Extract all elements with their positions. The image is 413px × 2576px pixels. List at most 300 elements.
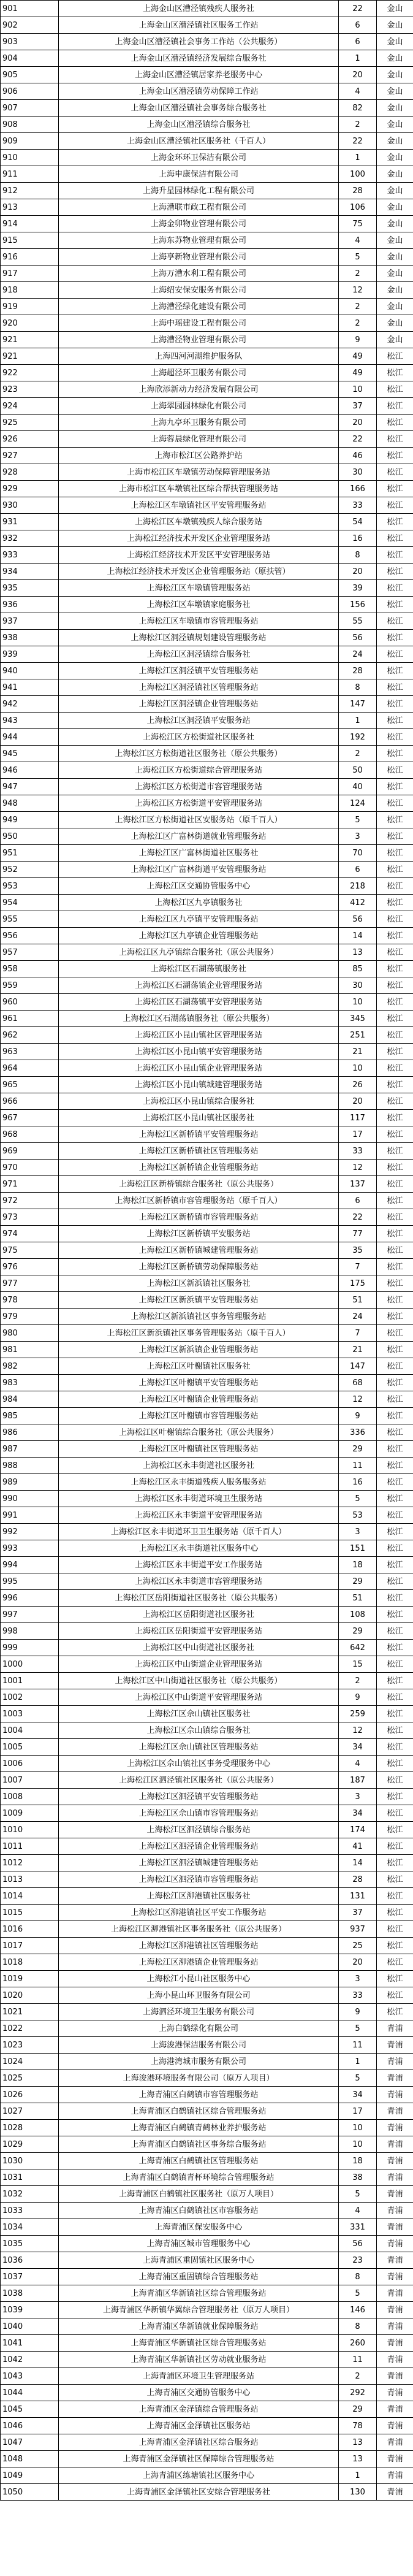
district-name-cell[interactable]: 松江 (377, 944, 413, 961)
row-number-cell[interactable]: 969 (1, 1143, 59, 1160)
row-number-cell[interactable]: 918 (1, 282, 59, 299)
organization-name-cell[interactable]: 上海浚港保洁服务有限公司 (59, 2037, 339, 2054)
headcount-cell[interactable]: 56 (339, 911, 377, 928)
organization-name-cell[interactable]: 上海漕泾物业管理有限公司 (59, 332, 339, 348)
headcount-cell[interactable]: 17 (339, 2103, 377, 2120)
organization-name-cell[interactable]: 上海青浦区金泽镇社区保障综合管理服务站 (59, 2451, 339, 2467)
row-number-cell[interactable]: 991 (1, 1507, 59, 1524)
row-number-cell[interactable]: 940 (1, 663, 59, 679)
headcount-cell[interactable]: 20 (339, 67, 377, 83)
row-number-cell[interactable]: 1011 (1, 1838, 59, 1855)
organization-name-cell[interactable]: 上海松江区广富林街道社区服务社 (59, 845, 339, 862)
headcount-cell[interactable]: 12 (339, 282, 377, 299)
organization-name-cell[interactable]: 上海青浦区白鹤镇社区事务综合服务站 (59, 2136, 339, 2153)
district-name-cell[interactable]: 松江 (377, 1689, 413, 1706)
organization-name-cell[interactable]: 上海松江区中山街道社区服务社（原公共服务） (59, 1673, 339, 1689)
headcount-cell[interactable]: 146 (339, 2302, 377, 2318)
row-number-cell[interactable]: 972 (1, 1193, 59, 1209)
headcount-cell[interactable]: 8 (339, 679, 377, 696)
row-number-cell[interactable]: 1024 (1, 2054, 59, 2070)
organization-name-cell[interactable]: 上海市松江区车墩镇社区综合帮扶管理服务站 (59, 481, 339, 497)
row-number-cell[interactable]: 934 (1, 564, 59, 580)
district-name-cell[interactable]: 松江 (377, 2004, 413, 2020)
organization-name-cell[interactable]: 上海青浦区白鹤镇社区管理服务站 (59, 2153, 339, 2169)
row-number-cell[interactable]: 942 (1, 696, 59, 713)
row-number-cell[interactable]: 996 (1, 1590, 59, 1607)
row-number-cell[interactable]: 923 (1, 381, 59, 398)
organization-name-cell[interactable]: 上海松江区永丰街道平安工作服务站 (59, 1557, 339, 1573)
row-number-cell[interactable]: 1017 (1, 1938, 59, 1954)
organization-name-cell[interactable]: 上海金山区漕泾镇居家养老服务中心 (59, 67, 339, 83)
row-number-cell[interactable]: 1019 (1, 1971, 59, 1987)
district-name-cell[interactable]: 青浦 (377, 2037, 413, 2054)
headcount-cell[interactable]: 642 (339, 1640, 377, 1656)
organization-name-cell[interactable]: 上海松江区车墩镇家庭服务社 (59, 597, 339, 613)
row-number-cell[interactable]: 980 (1, 1325, 59, 1342)
district-name-cell[interactable]: 青浦 (377, 2236, 413, 2252)
organization-name-cell[interactable]: 上海松江区泖港镇社区平安工作服务站 (59, 1905, 339, 1921)
headcount-cell[interactable]: 156 (339, 597, 377, 613)
organization-name-cell[interactable]: 上海松江区石湖荡镇平安管理服务站 (59, 994, 339, 1011)
organization-name-cell[interactable]: 上海松江区新浜镇社区事务管理服务站 (59, 1309, 339, 1325)
organization-name-cell[interactable]: 上海中瑶建设工程有限公司 (59, 315, 339, 332)
district-name-cell[interactable]: 松江 (377, 746, 413, 762)
district-name-cell[interactable]: 青浦 (377, 2418, 413, 2434)
headcount-cell[interactable]: 218 (339, 878, 377, 895)
organization-name-cell[interactable]: 上海青浦区白鹤镇市容管理服务站 (59, 2087, 339, 2103)
headcount-cell[interactable]: 46 (339, 448, 377, 464)
organization-name-cell[interactable]: 上海松江区车墩镇市容管理服务站 (59, 613, 339, 630)
headcount-cell[interactable]: 34 (339, 2087, 377, 2103)
organization-name-cell[interactable]: 上海松江区中山街道企业管理服务站 (59, 1656, 339, 1673)
headcount-cell[interactable]: 1 (339, 50, 377, 67)
organization-name-cell[interactable]: 上海白鹤绿化有限公司 (59, 2020, 339, 2037)
district-name-cell[interactable]: 松江 (377, 1987, 413, 2004)
row-number-cell[interactable]: 1039 (1, 2302, 59, 2318)
headcount-cell[interactable]: 260 (339, 2335, 377, 2352)
row-number-cell[interactable]: 911 (1, 166, 59, 183)
district-name-cell[interactable]: 松江 (377, 1607, 413, 1623)
headcount-cell[interactable]: 51 (339, 1292, 377, 1309)
district-name-cell[interactable]: 松江 (377, 398, 413, 415)
district-name-cell[interactable]: 金山 (377, 50, 413, 67)
district-name-cell[interactable]: 青浦 (377, 2434, 413, 2451)
row-number-cell[interactable]: 1026 (1, 2087, 59, 2103)
row-number-cell[interactable]: 978 (1, 1292, 59, 1309)
district-name-cell[interactable]: 松江 (377, 381, 413, 398)
row-number-cell[interactable]: 973 (1, 1209, 59, 1226)
headcount-cell[interactable]: 108 (339, 1607, 377, 1623)
organization-name-cell[interactable]: 上海松江经济技术开发区平安管理服务站 (59, 547, 339, 564)
headcount-cell[interactable]: 4 (339, 83, 377, 100)
headcount-cell[interactable]: 151 (339, 1540, 377, 1557)
district-name-cell[interactable]: 松江 (377, 1143, 413, 1160)
row-number-cell[interactable]: 1015 (1, 1905, 59, 1921)
row-number-cell[interactable]: 986 (1, 1424, 59, 1441)
headcount-cell[interactable]: 345 (339, 1011, 377, 1027)
district-name-cell[interactable]: 松江 (377, 994, 413, 1011)
district-name-cell[interactable]: 松江 (377, 448, 413, 464)
organization-name-cell[interactable]: 上海享新物业管理有限公司 (59, 249, 339, 266)
district-name-cell[interactable]: 松江 (377, 646, 413, 663)
headcount-cell[interactable]: 10 (339, 2136, 377, 2153)
headcount-cell[interactable]: 12 (339, 1722, 377, 1739)
row-number-cell[interactable]: 971 (1, 1176, 59, 1193)
row-number-cell[interactable]: 1005 (1, 1739, 59, 1756)
row-number-cell[interactable]: 970 (1, 1160, 59, 1176)
row-number-cell[interactable]: 909 (1, 133, 59, 150)
row-number-cell[interactable]: 904 (1, 50, 59, 67)
organization-name-cell[interactable]: 上海松江区新桥镇社区管理服务站 (59, 1143, 339, 1160)
headcount-cell[interactable]: 20 (339, 1954, 377, 1971)
headcount-cell[interactable]: 8 (339, 2318, 377, 2335)
district-name-cell[interactable]: 金山 (377, 150, 413, 166)
district-name-cell[interactable]: 青浦 (377, 2401, 413, 2418)
district-name-cell[interactable]: 松江 (377, 1739, 413, 1756)
organization-name-cell[interactable]: 上海青浦区金泽镇社区服务站 (59, 2418, 339, 2434)
organization-name-cell[interactable]: 上海松江区泗泾镇平安管理服务站 (59, 1789, 339, 1805)
organization-name-cell[interactable]: 上海松江区永丰街道残疾人服务服务站 (59, 1474, 339, 1491)
district-name-cell[interactable]: 松江 (377, 1722, 413, 1739)
headcount-cell[interactable]: 29 (339, 1573, 377, 1590)
district-name-cell[interactable]: 松江 (377, 1093, 413, 1110)
row-number-cell[interactable]: 999 (1, 1640, 59, 1656)
district-name-cell[interactable]: 松江 (377, 1656, 413, 1673)
organization-name-cell[interactable]: 上海松江区车墩镇残疾人综合服务站 (59, 514, 339, 530)
row-number-cell[interactable]: 1034 (1, 2219, 59, 2236)
headcount-cell[interactable]: 5 (339, 2020, 377, 2037)
headcount-cell[interactable]: 56 (339, 2236, 377, 2252)
district-name-cell[interactable]: 松江 (377, 415, 413, 431)
row-number-cell[interactable]: 1028 (1, 2120, 59, 2136)
organization-name-cell[interactable]: 上海青浦区练塘镇社区服务中心 (59, 2467, 339, 2484)
row-number-cell[interactable]: 1031 (1, 2169, 59, 2186)
row-number-cell[interactable]: 955 (1, 911, 59, 928)
district-name-cell[interactable]: 金山 (377, 216, 413, 232)
district-name-cell[interactable]: 金山 (377, 166, 413, 183)
headcount-cell[interactable]: 130 (339, 2484, 377, 2501)
organization-name-cell[interactable]: 上海申康保洁有限公司 (59, 166, 339, 183)
headcount-cell[interactable]: 30 (339, 464, 377, 481)
headcount-cell[interactable]: 5 (339, 249, 377, 266)
district-name-cell[interactable]: 金山 (377, 133, 413, 150)
district-name-cell[interactable]: 青浦 (377, 2219, 413, 2236)
district-name-cell[interactable]: 松江 (377, 1060, 413, 1077)
district-name-cell[interactable]: 松江 (377, 1044, 413, 1060)
district-name-cell[interactable]: 金山 (377, 232, 413, 249)
district-name-cell[interactable]: 金山 (377, 183, 413, 199)
organization-name-cell[interactable]: 上海松江区新桥镇城建管理服务站 (59, 1242, 339, 1259)
headcount-cell[interactable]: 412 (339, 895, 377, 911)
row-number-cell[interactable]: 1045 (1, 2401, 59, 2418)
headcount-cell[interactable]: 131 (339, 1888, 377, 1905)
row-number-cell[interactable]: 913 (1, 199, 59, 216)
organization-name-cell[interactable]: 上海松江区洞泾镇规划建设管理服务站 (59, 630, 339, 646)
organization-name-cell[interactable]: 上海松江区永丰街道市容管理服务站 (59, 1573, 339, 1590)
district-name-cell[interactable]: 松江 (377, 1524, 413, 1540)
district-name-cell[interactable]: 松江 (377, 878, 413, 895)
district-name-cell[interactable]: 松江 (377, 1557, 413, 1573)
district-name-cell[interactable]: 青浦 (377, 2169, 413, 2186)
row-number-cell[interactable]: 998 (1, 1623, 59, 1640)
row-number-cell[interactable]: 1030 (1, 2153, 59, 2169)
district-name-cell[interactable]: 松江 (377, 713, 413, 729)
organization-name-cell[interactable]: 上海松江经济技术开发区企业管理服务站 (59, 530, 339, 547)
district-name-cell[interactable]: 松江 (377, 564, 413, 580)
organization-name-cell[interactable]: 上海绍安保安服务有限公司 (59, 282, 339, 299)
district-name-cell[interactable]: 松江 (377, 1838, 413, 1855)
headcount-cell[interactable]: 14 (339, 1855, 377, 1871)
row-number-cell[interactable]: 1050 (1, 2484, 59, 2501)
district-name-cell[interactable]: 松江 (377, 1209, 413, 1226)
headcount-cell[interactable]: 13 (339, 2451, 377, 2467)
district-name-cell[interactable]: 松江 (377, 1391, 413, 1408)
row-number-cell[interactable]: 937 (1, 613, 59, 630)
headcount-cell[interactable]: 10 (339, 2120, 377, 2136)
headcount-cell[interactable]: 29 (339, 1441, 377, 1458)
headcount-cell[interactable]: 147 (339, 696, 377, 713)
organization-name-cell[interactable]: 上海松江区佘山镇综合服务社 (59, 1722, 339, 1739)
organization-name-cell[interactable]: 上海松江区新浜镇社区服务社 (59, 1275, 339, 1292)
row-number-cell[interactable]: 982 (1, 1358, 59, 1375)
organization-name-cell[interactable]: 上海青浦区华新镇社区综合管理服务站 (59, 2335, 339, 2352)
organization-name-cell[interactable]: 上海泗泾环境卫生服务有限公司 (59, 2004, 339, 2020)
organization-name-cell[interactable]: 上海金山区漕泾镇综合服务社 (59, 117, 339, 133)
district-name-cell[interactable]: 松江 (377, 464, 413, 481)
headcount-cell[interactable]: 1 (339, 713, 377, 729)
row-number-cell[interactable]: 1008 (1, 1789, 59, 1805)
headcount-cell[interactable]: 2 (339, 1673, 377, 1689)
district-name-cell[interactable]: 松江 (377, 613, 413, 630)
organization-name-cell[interactable]: 上海松江区车墩镇管理服务站 (59, 580, 339, 597)
organization-name-cell[interactable]: 上海翠园园林绿化有限公司 (59, 398, 339, 415)
row-number-cell[interactable]: 1032 (1, 2186, 59, 2203)
row-number-cell[interactable]: 961 (1, 1011, 59, 1027)
headcount-cell[interactable]: 38 (339, 2169, 377, 2186)
headcount-cell[interactable]: 3 (339, 1524, 377, 1540)
district-name-cell[interactable]: 松江 (377, 1193, 413, 1209)
row-number-cell[interactable]: 965 (1, 1077, 59, 1093)
district-name-cell[interactable]: 金山 (377, 315, 413, 332)
district-name-cell[interactable]: 金山 (377, 332, 413, 348)
district-name-cell[interactable]: 金山 (377, 282, 413, 299)
organization-name-cell[interactable]: 上海松江区新桥镇综合服务社（原公共服务） (59, 1176, 339, 1193)
row-number-cell[interactable]: 967 (1, 1110, 59, 1126)
row-number-cell[interactable]: 983 (1, 1375, 59, 1391)
row-number-cell[interactable]: 1000 (1, 1656, 59, 1673)
headcount-cell[interactable]: 39 (339, 580, 377, 597)
headcount-cell[interactable]: 24 (339, 1309, 377, 1325)
district-name-cell[interactable]: 松江 (377, 1954, 413, 1971)
district-name-cell[interactable]: 松江 (377, 1905, 413, 1921)
headcount-cell[interactable]: 17 (339, 1126, 377, 1143)
district-name-cell[interactable]: 青浦 (377, 2285, 413, 2302)
district-name-cell[interactable]: 青浦 (377, 2070, 413, 2087)
district-name-cell[interactable]: 松江 (377, 1458, 413, 1474)
district-name-cell[interactable]: 金山 (377, 34, 413, 50)
district-name-cell[interactable]: 松江 (377, 1342, 413, 1358)
organization-name-cell[interactable]: 上海松江区永丰街道平安管理服务站 (59, 1507, 339, 1524)
headcount-cell[interactable]: 331 (339, 2219, 377, 2236)
organization-name-cell[interactable]: 上海松江区佘山镇社区管理服务站 (59, 1739, 339, 1756)
headcount-cell[interactable]: 85 (339, 961, 377, 977)
row-number-cell[interactable]: 1046 (1, 2418, 59, 2434)
district-name-cell[interactable]: 松江 (377, 1921, 413, 1938)
row-number-cell[interactable]: 1021 (1, 2004, 59, 2020)
organization-name-cell[interactable]: 上海金环环卫保洁有限公司 (59, 150, 339, 166)
row-number-cell[interactable]: 948 (1, 795, 59, 812)
headcount-cell[interactable]: 22 (339, 133, 377, 150)
headcount-cell[interactable]: 37 (339, 398, 377, 415)
organization-name-cell[interactable]: 上海青浦区白鹤镇社区综合管理服务站 (59, 2103, 339, 2120)
organization-name-cell[interactable]: 上海松江区新浜镇社区事务管理服务站（原千百人） (59, 1325, 339, 1342)
headcount-cell[interactable]: 1 (339, 2054, 377, 2070)
district-name-cell[interactable]: 金山 (377, 266, 413, 282)
district-name-cell[interactable]: 松江 (377, 1822, 413, 1838)
headcount-cell[interactable]: 78 (339, 2418, 377, 2434)
organization-name-cell[interactable]: 上海松江区泗泾镇企业管理服务站 (59, 1838, 339, 1855)
district-name-cell[interactable]: 松江 (377, 762, 413, 779)
district-name-cell[interactable]: 松江 (377, 497, 413, 514)
headcount-cell[interactable]: 6 (339, 34, 377, 50)
row-number-cell[interactable]: 921 (1, 348, 59, 365)
headcount-cell[interactable]: 82 (339, 100, 377, 117)
row-number-cell[interactable]: 959 (1, 977, 59, 994)
row-number-cell[interactable]: 997 (1, 1607, 59, 1623)
district-name-cell[interactable]: 松江 (377, 1507, 413, 1524)
row-number-cell[interactable]: 919 (1, 299, 59, 315)
organization-name-cell[interactable]: 上海松江区永丰街道环卫卫生服务站（原千百人） (59, 1524, 339, 1540)
headcount-cell[interactable]: 30 (339, 977, 377, 994)
row-number-cell[interactable]: 943 (1, 713, 59, 729)
organization-name-cell[interactable]: 上海松江区洞泾镇平安服务站 (59, 713, 339, 729)
organization-name-cell[interactable]: 上海松江区石湖荡镇服务社 (59, 961, 339, 977)
row-number-cell[interactable]: 1020 (1, 1987, 59, 2004)
headcount-cell[interactable]: 16 (339, 1474, 377, 1491)
row-number-cell[interactable]: 1013 (1, 1871, 59, 1888)
headcount-cell[interactable]: 41 (339, 1838, 377, 1855)
organization-name-cell[interactable]: 上海松江区岳阳街道社区服务社（原公共服务） (59, 1590, 339, 1607)
headcount-cell[interactable]: 75 (339, 216, 377, 232)
headcount-cell[interactable]: 2 (339, 266, 377, 282)
row-number-cell[interactable]: 1010 (1, 1822, 59, 1838)
organization-name-cell[interactable]: 上海青浦区重固镇社区服务中心 (59, 2252, 339, 2269)
district-name-cell[interactable]: 松江 (377, 530, 413, 547)
organization-name-cell[interactable]: 上海金山区漕泾镇社区服务社（千百人） (59, 133, 339, 150)
organization-name-cell[interactable]: 上海松江经济技术开发区企业管理服务站（原扶管） (59, 564, 339, 580)
row-number-cell[interactable]: 1018 (1, 1954, 59, 1971)
headcount-cell[interactable]: 5 (339, 812, 377, 828)
organization-name-cell[interactable]: 上海松江区石湖荡镇企业管理服务站 (59, 977, 339, 994)
headcount-cell[interactable]: 25 (339, 1938, 377, 1954)
headcount-cell[interactable]: 16 (339, 530, 377, 547)
district-name-cell[interactable]: 松江 (377, 862, 413, 878)
headcount-cell[interactable]: 175 (339, 1275, 377, 1292)
district-name-cell[interactable]: 青浦 (377, 2302, 413, 2318)
headcount-cell[interactable]: 12 (339, 1160, 377, 1176)
headcount-cell[interactable]: 292 (339, 2385, 377, 2401)
row-number-cell[interactable]: 981 (1, 1342, 59, 1358)
row-number-cell[interactable]: 977 (1, 1275, 59, 1292)
organization-name-cell[interactable]: 上海松江区新桥镇平安管理服务站 (59, 1126, 339, 1143)
row-number-cell[interactable]: 935 (1, 580, 59, 597)
organization-name-cell[interactable]: 上海松江区泗泾镇综合服务站 (59, 1822, 339, 1838)
row-number-cell[interactable]: 933 (1, 547, 59, 564)
district-name-cell[interactable]: 青浦 (377, 2269, 413, 2285)
row-number-cell[interactable]: 1040 (1, 2318, 59, 2335)
organization-name-cell[interactable]: 上海松江区新浜镇企业管理服务站 (59, 1342, 339, 1358)
district-name-cell[interactable]: 松江 (377, 1590, 413, 1607)
organization-name-cell[interactable]: 上海松江区新桥镇企业管理服务站 (59, 1160, 339, 1176)
row-number-cell[interactable]: 963 (1, 1044, 59, 1060)
district-name-cell[interactable]: 松江 (377, 1358, 413, 1375)
district-name-cell[interactable]: 青浦 (377, 2467, 413, 2484)
row-number-cell[interactable]: 916 (1, 249, 59, 266)
organization-name-cell[interactable]: 上海松江区泖港镇企业管理服务站 (59, 1954, 339, 1971)
headcount-cell[interactable]: 28 (339, 183, 377, 199)
headcount-cell[interactable]: 53 (339, 1507, 377, 1524)
organization-name-cell[interactable]: 上海松江区永丰街道社区服务中心 (59, 1540, 339, 1557)
district-name-cell[interactable]: 松江 (377, 1160, 413, 1176)
organization-name-cell[interactable]: 上海松江区洞泾镇平安管理服务站 (59, 663, 339, 679)
headcount-cell[interactable]: 40 (339, 779, 377, 795)
organization-name-cell[interactable]: 上海松江区叶榭镇社区服务社 (59, 1358, 339, 1375)
headcount-cell[interactable]: 2 (339, 2368, 377, 2385)
district-name-cell[interactable]: 松江 (377, 1805, 413, 1822)
headcount-cell[interactable]: 54 (339, 514, 377, 530)
row-number-cell[interactable]: 1041 (1, 2335, 59, 2352)
headcount-cell[interactable]: 20 (339, 415, 377, 431)
organization-name-cell[interactable]: 上海松江区叶榭镇企业管理服务站 (59, 1391, 339, 1408)
row-number-cell[interactable]: 984 (1, 1391, 59, 1408)
headcount-cell[interactable]: 259 (339, 1706, 377, 1722)
row-number-cell[interactable]: 1006 (1, 1756, 59, 1772)
district-name-cell[interactable]: 青浦 (377, 2203, 413, 2219)
headcount-cell[interactable]: 336 (339, 1424, 377, 1441)
district-name-cell[interactable]: 松江 (377, 779, 413, 795)
row-number-cell[interactable]: 931 (1, 514, 59, 530)
headcount-cell[interactable]: 6 (339, 17, 377, 34)
row-number-cell[interactable]: 922 (1, 365, 59, 381)
headcount-cell[interactable]: 28 (339, 663, 377, 679)
organization-name-cell[interactable]: 上海松江区泗泾镇城建管理服务站 (59, 1855, 339, 1871)
district-name-cell[interactable]: 青浦 (377, 2252, 413, 2269)
organization-name-cell[interactable]: 上海金山区漕泾镇社区服务工作站 (59, 17, 339, 34)
headcount-cell[interactable]: 937 (339, 1921, 377, 1938)
organization-name-cell[interactable]: 上海松江区泗泾镇社区服务社（原公共服务） (59, 1772, 339, 1789)
district-name-cell[interactable]: 松江 (377, 630, 413, 646)
district-name-cell[interactable]: 松江 (377, 1772, 413, 1789)
district-name-cell[interactable]: 松江 (377, 1474, 413, 1491)
row-number-cell[interactable]: 903 (1, 34, 59, 50)
district-name-cell[interactable]: 松江 (377, 1424, 413, 1441)
district-name-cell[interactable]: 松江 (377, 481, 413, 497)
headcount-cell[interactable]: 6 (339, 862, 377, 878)
row-number-cell[interactable]: 1007 (1, 1772, 59, 1789)
organization-name-cell[interactable]: 上海金山区漕泾镇社会事务工作站（公共服务） (59, 34, 339, 50)
row-number-cell[interactable]: 968 (1, 1126, 59, 1143)
row-number-cell[interactable]: 957 (1, 944, 59, 961)
district-name-cell[interactable]: 松江 (377, 1176, 413, 1193)
organization-name-cell[interactable]: 上海欣添新动力经济发展有限公司 (59, 381, 339, 398)
headcount-cell[interactable]: 10 (339, 994, 377, 1011)
organization-name-cell[interactable]: 上海松江区泖港镇社区事务服务社（原公共服务） (59, 1921, 339, 1938)
row-number-cell[interactable]: 938 (1, 630, 59, 646)
district-name-cell[interactable]: 青浦 (377, 2136, 413, 2153)
headcount-cell[interactable]: 29 (339, 2401, 377, 2418)
district-name-cell[interactable]: 青浦 (377, 2153, 413, 2169)
row-number-cell[interactable]: 925 (1, 415, 59, 431)
